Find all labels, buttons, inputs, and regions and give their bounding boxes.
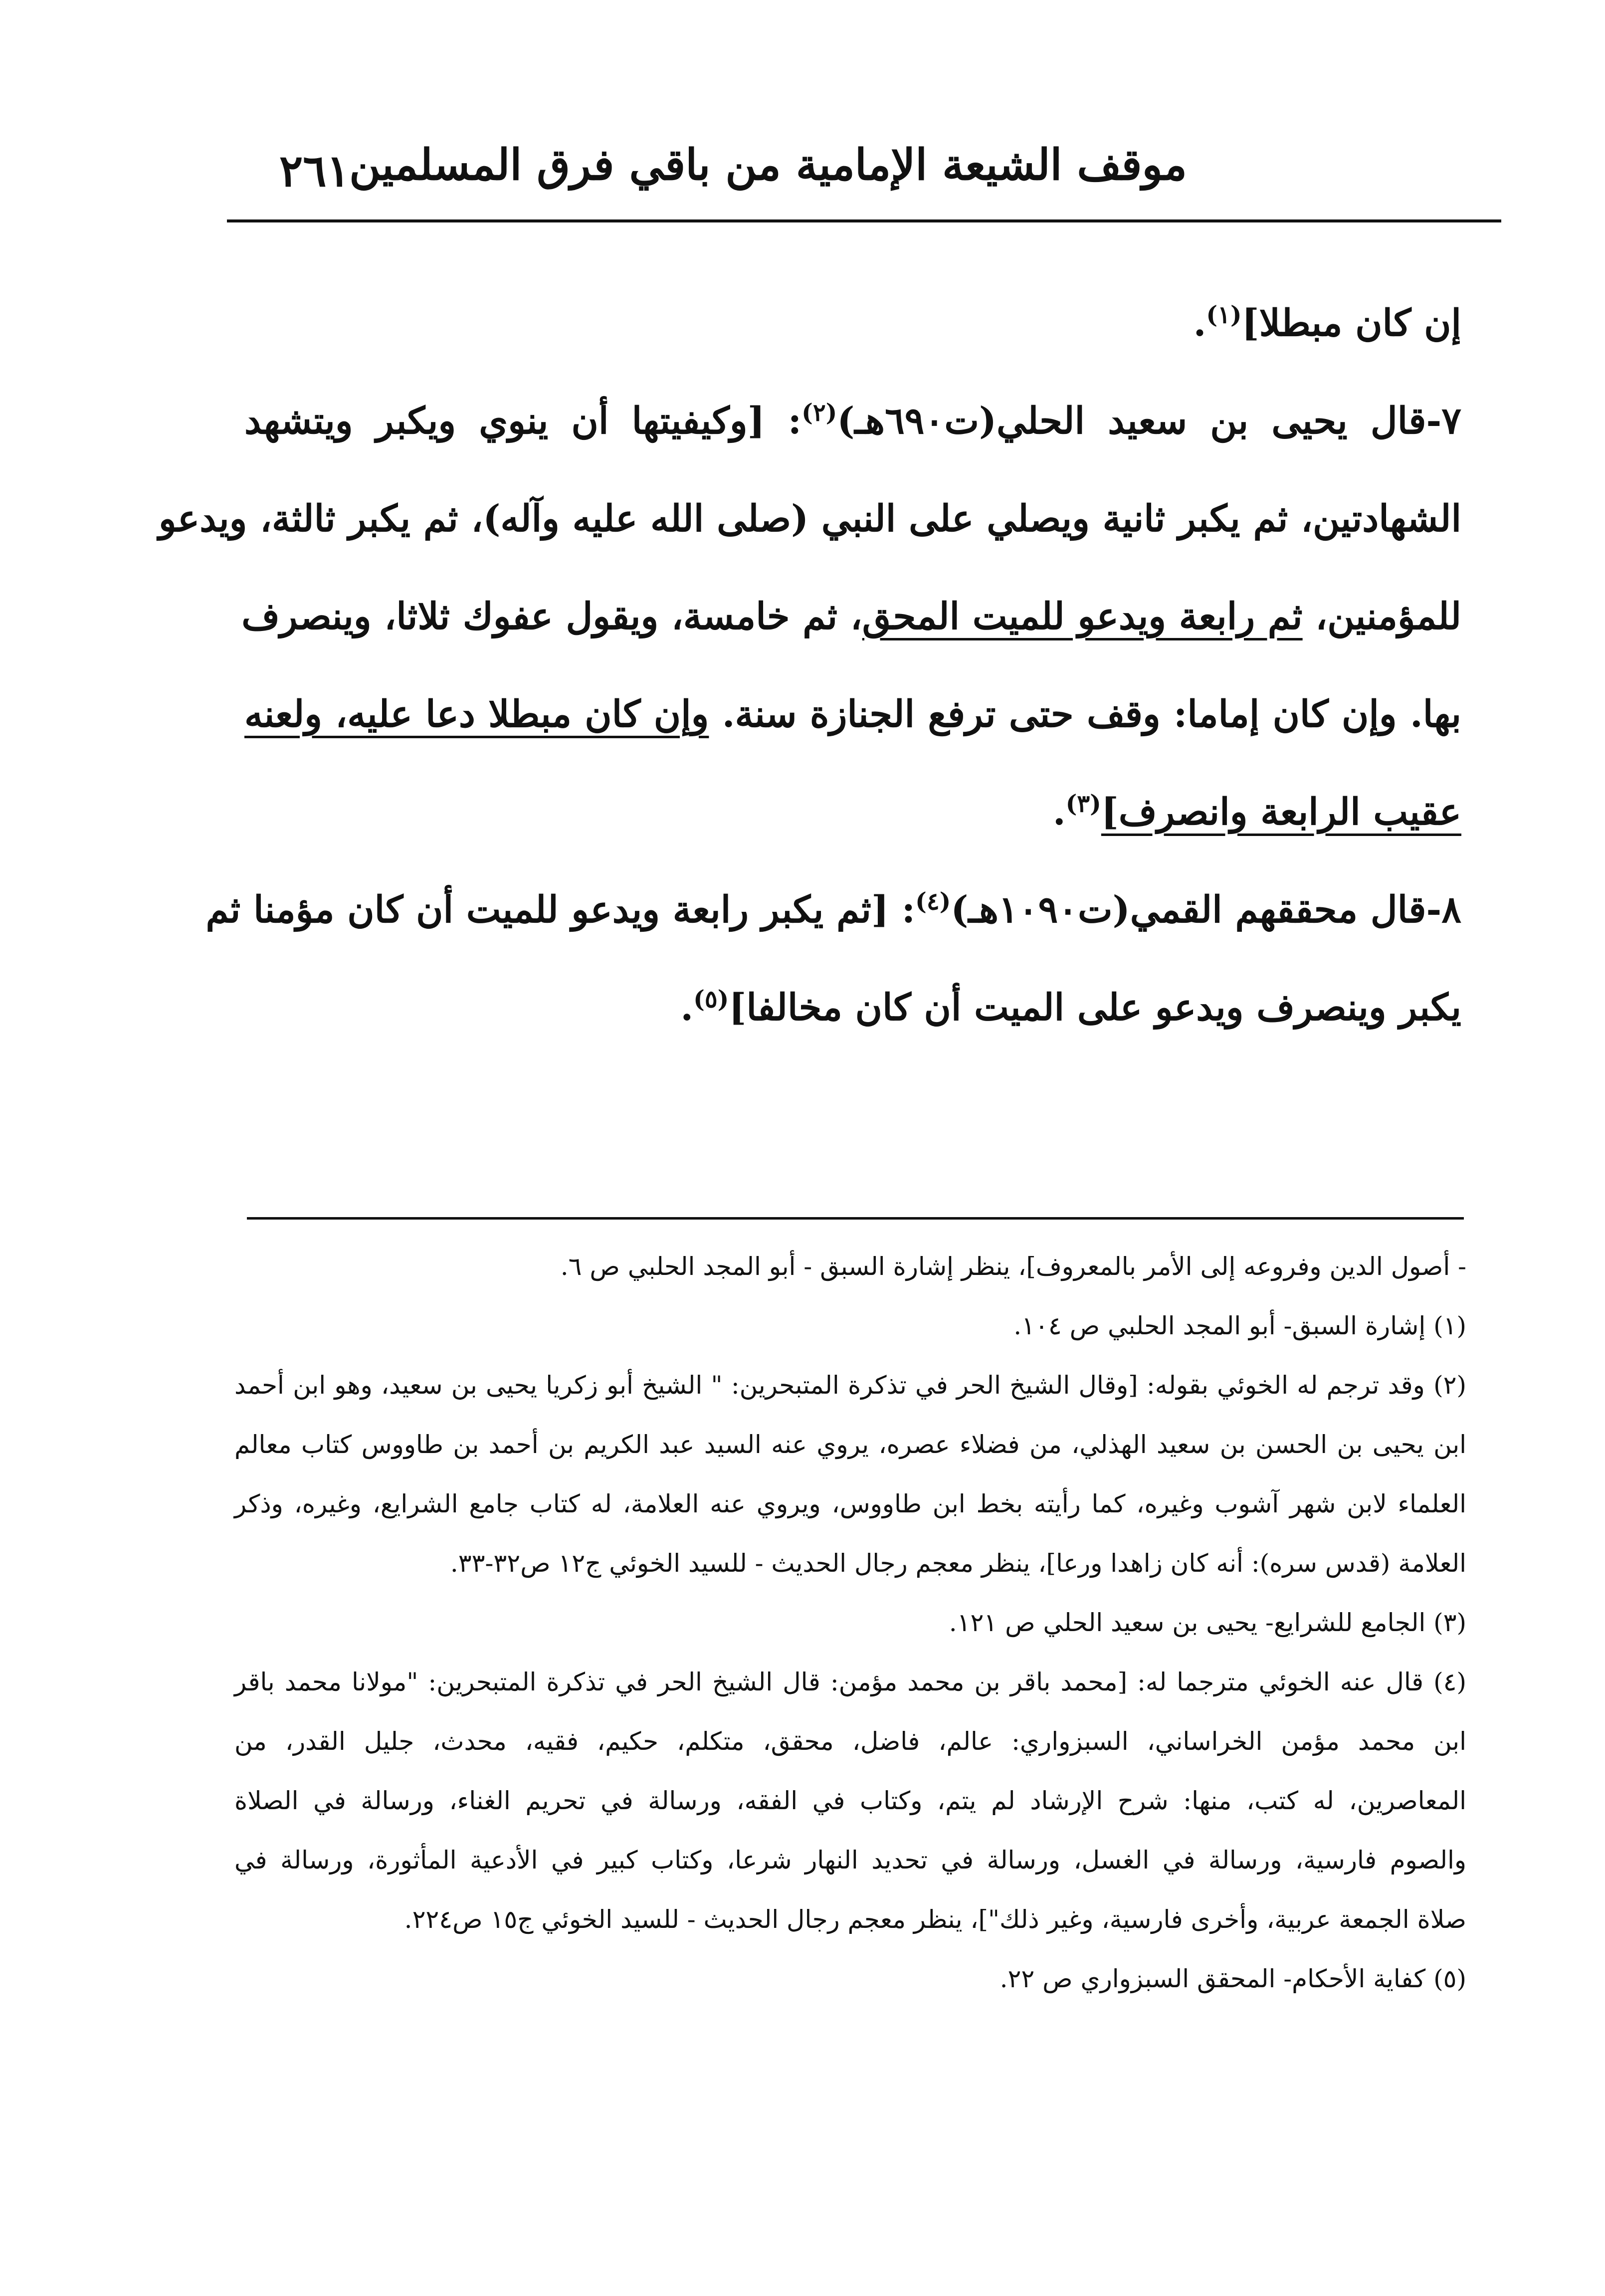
footnote-3: (٣) الجامع للشرايع- يحيى بن سعيد الحلي ص ١٢١. — [949, 1608, 1466, 1637]
text-span: للمؤمنين، — [1302, 595, 1461, 638]
page-header — [224, 120, 1501, 219]
footnote-ref: (١) — [1206, 301, 1242, 329]
text-span: . — [680, 986, 694, 1029]
footnote-divider — [247, 1217, 1464, 1220]
underlined-phrase: وإن كان مبطلا دعا عليه، ولعنه — [244, 693, 709, 736]
text-span: يكبر وينصرف ويدعو على الميت أن كان مخالفا] — [729, 986, 1461, 1029]
footnote-continued: - أصول الدين وفروعه إلى الأمر بالمعروف]، ينظر إشارة السبق - أبو المجد الحلبي ص ٦. — [560, 1252, 1466, 1281]
text-line-3: الشهادتين، ثم يكبر ثانية ويصلي على النبي (صلى الله عليه وآله)، ثم يكبر ثالثة، ويدعو — [158, 497, 1461, 540]
footnote-ref: (٢) — [802, 399, 837, 427]
footnote-4-line-5: صلاة الجمعة عربية، وأخرى فارسية، وغير ذلك"]، ينظر معجم رجال الحديث - للسيد الخوئي ج١٥ ص٢٢٤. — [404, 1905, 1466, 1934]
footnote-2-line-1: (٢) وقد ترجم له الخوئي بقوله: [وقال الشيخ الحر في تذكرة المتبحرين: " الشيخ أبو زكريا يحيى بن سعيد، وهو ابن أحمد — [234, 1371, 1466, 1400]
text-line-6 — [244, 763, 1461, 861]
text-span: : [وكيفيتها أن ينوي ويكبر ويتشهد — [244, 400, 802, 442]
text-line-4 — [241, 568, 1461, 665]
header-divider — [227, 219, 1501, 222]
text-line-1 — [244, 274, 1461, 372]
text-span: . — [1052, 791, 1066, 834]
text-span: بها. وإن كان إماما: وقف حتى ترفع الجنازة سنة. — [709, 693, 1462, 736]
text-span: . — [1193, 302, 1206, 345]
footnote-2-line-3: العلماء لابن شهر آشوب وغيره، كما رأيته بخط ابن طاووس، ويروي عنه العلامة، له كتاب جامع الشرايع، وغيره، وذكر — [234, 1489, 1466, 1518]
text-span: ، ثم خامسة، ويقول عفوك ثلاثا، وينصرف — [241, 595, 862, 638]
footnote-ref: (٤) — [915, 887, 951, 916]
footnote-2-line-2: ابن يحيى بن الحسن بن سعيد الهذلي، من فضلاء عصره، يروي عنه السيد عبد الكريم بن أحمد بن طاووس كتاب معالم — [234, 1430, 1466, 1459]
footnote-2-line-4: العلامة (قدس سره): أنه كان زاهدا ورعا]، ينظر معجم رجال الحديث - للسيد الخوئي ج١٢ ص٣٢-٣٣. — [450, 1549, 1466, 1578]
footnote-4-line-1: (٤) قال عنه الخوئي مترجما له: [محمد باقر بن محمد مؤمن: قال الشيخ الحر في تذكرة المتبحرين: "مولانا محمد باقر — [234, 1668, 1466, 1696]
text-line-7 — [205, 861, 1461, 959]
text-span: : [ثم يكبر رابعة ويدعو للميت أن كان مؤمنا ثم — [205, 888, 916, 931]
footnote-ref: (٥) — [693, 985, 729, 1014]
footnote-4-line-4: والصوم فارسية، ورسالة في الغسل، ورسالة في تحديد النهار شرعا، وكتاب كبير في الأدعية المأثورة، ورسالة في — [234, 1846, 1466, 1875]
footnote-5: (٥) كفاية الأحكام- المحقق السبزواري ص ٢٢. — [1000, 1964, 1466, 1993]
page-number: ٢٦١ — [279, 145, 350, 197]
main-text — [158, 274, 1462, 1056]
text-span: ٨-قال محققهم القمي(ت١٠٩٠هـ) — [951, 888, 1461, 931]
text-span: إن كان مبطلا] — [1241, 302, 1461, 345]
footnote-4-line-3: المعاصرين، له كتب، منها: شرح الإرشاد لم يتم، وكتاب في الفقه، ورسالة في تحريم الغناء، ورسالة في الصلاة — [234, 1786, 1466, 1815]
footnote-4-line-2: ابن محمد مؤمن الخراساني، السبزواري: عالم، فاضل، محقق، متكلم، حكيم، فقيه، محدث، جليل القدر، من — [234, 1727, 1466, 1756]
running-title: موقف الشيعة الإمامية من باقي فرق المسلمين — [349, 140, 1187, 190]
text-line-2 — [244, 372, 1461, 470]
text-span: ٧-قال يحيى بن سعيد الحلي(ت٦٩٠هـ) — [837, 400, 1461, 442]
footnotes — [234, 1237, 1466, 2009]
text-line-5 — [244, 665, 1461, 763]
footnote-ref: (٣) — [1065, 790, 1101, 818]
underlined-phrase: عقيب الرابعة وانصرف] — [1101, 791, 1461, 834]
footnote-1: (١) إشارة السبق- أبو المجد الحلبي ص ١٠٤. — [1013, 1311, 1466, 1340]
underlined-phrase: ثم رابعة ويدعو للميت المحق — [862, 595, 1303, 638]
text-line-8 — [244, 959, 1461, 1056]
